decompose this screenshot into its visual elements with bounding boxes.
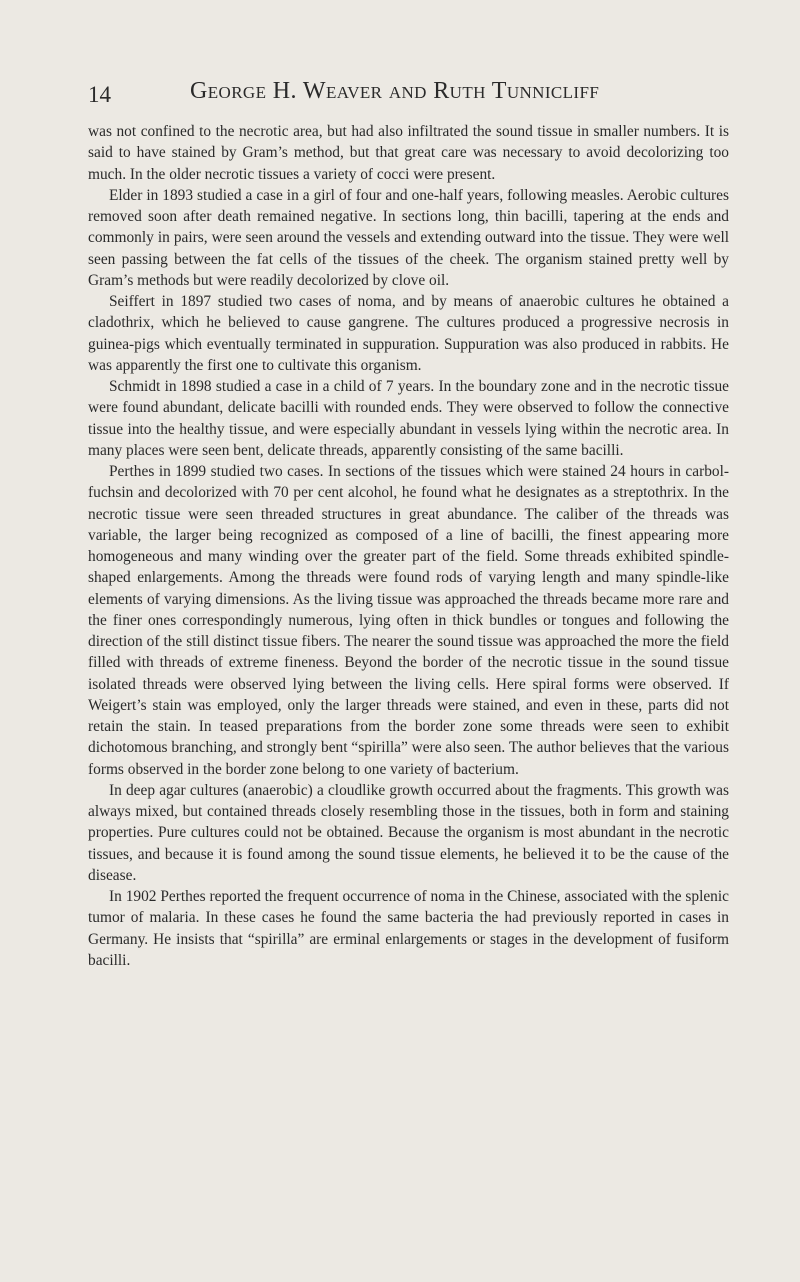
body-text — [88, 121, 729, 971]
paragraph-perthes-1899: Perthes in 1899 studied two cases. In sections of the tissues which were stained 24 hours in carbol-fuchsin and decolorized with 70 per cent alcohol, he found what he designates as a streptothrix. In the necrotic tissue were seen threaded structures in great abundance. The caliber of the threads was variable, the larger being recognized as composed of a line of bacilli, the finest appearing more homogeneous and many winding over the greater part of the field. Some threads exhibited spindle-shaped enlargements. Among the threads were found rods of varying length and many spindle-like elements of varying dimensions. As the living tissue was approached the threads became more rare and the finer ones correspondingly numerous, lying often in thick bundles or tongues and following the direction of the still distinct tissue fibers. The nearer the sound tissue was approached the more the field filled with threads of extreme fineness. Beyond the border of the necrotic tissue in the sound tissue isolated threads were observed lying between the living cells. Here spiral forms were observed. If Weigert’s stain was employed, only the larger threads were stained, and even in these, parts did not retain the stain. In teased preparations from the border zone some threads were seen to exhibit dichotomous branching, and strongly bent “spirilla” were also seen. The author believes that the various forms observed in the border zone belong to one variety of bacterium. — [88, 463, 729, 778]
paragraph-continued: was not confined to the necrotic area, but had also infiltrated the sound tissue in smaller numbers. It is said to have stained by Gram’s method, but that great care was necessary to avoid decolorizing too much. In the older necrotic tissues a variety of cocci were present. — [88, 123, 729, 183]
page-number: 14 — [88, 82, 111, 107]
running-title: George H. Weaver and Ruth Tunnicliff — [190, 78, 600, 104]
page-header — [88, 78, 728, 114]
paragraph-agar-cultures: In deep agar cultures (anaerobic) a cloudlike growth occurred about the fragments. This growth was always mixed, but contained threads closely resembling those in the tissues, both in form and staining properties. Pure cultures could not be obtained. Because the organism is most abundant in the necrotic tissues, and because it is found among the sound tissue elements, he believed it to be the cause of the disease. — [88, 781, 729, 884]
paragraph-elder: Elder in 1893 studied a case in a girl of four and one-half years, following measles. Aerobic cultures removed soon after death remained negative. In sections long, thin bacilli, tapering at the ends and commonly in pairs, were seen around the vessels and extending outward into the tissue. They were well seen passing between the fat cells of the tissues of the cheek. The organism stained pretty well by Gram’s methods but were readily decolorized by clove oil. — [88, 186, 729, 289]
paragraph-seiffert: Seiffert in 1897 studied two cases of noma, and by means of anaerobic cultures he obtained a cladothrix, which he believed to cause gangrene. The cultures produced a progressive necrosis in guinea-pigs which eventually terminated in suppuration. Suppuration was also produced in rabbits. He was apparently the first one to cultivate this organism. — [88, 293, 729, 374]
paragraph-schmidt: Schmidt in 1898 studied a case in a child of 7 years. In the boundary zone and in the necrotic tissue were found abundant, delicate bacilli with rounded ends. They were observed to follow the connective tissue into the healthy tissue, and were especially abundant in vessels lying within the necrotic area. In many places were seen bent, delicate threads, apparently consisting of the same bacilli. — [88, 378, 729, 459]
paragraph-perthes-1902: In 1902 Perthes reported the frequent occurrence of noma in the Chinese, associated with the splenic tumor of malaria. In these cases he found the same bacteria the had previously reported in cases in Germany. He insists that “spirilla” are erminal enlargements or stages in the development of fusiform bacilli. — [88, 888, 729, 969]
